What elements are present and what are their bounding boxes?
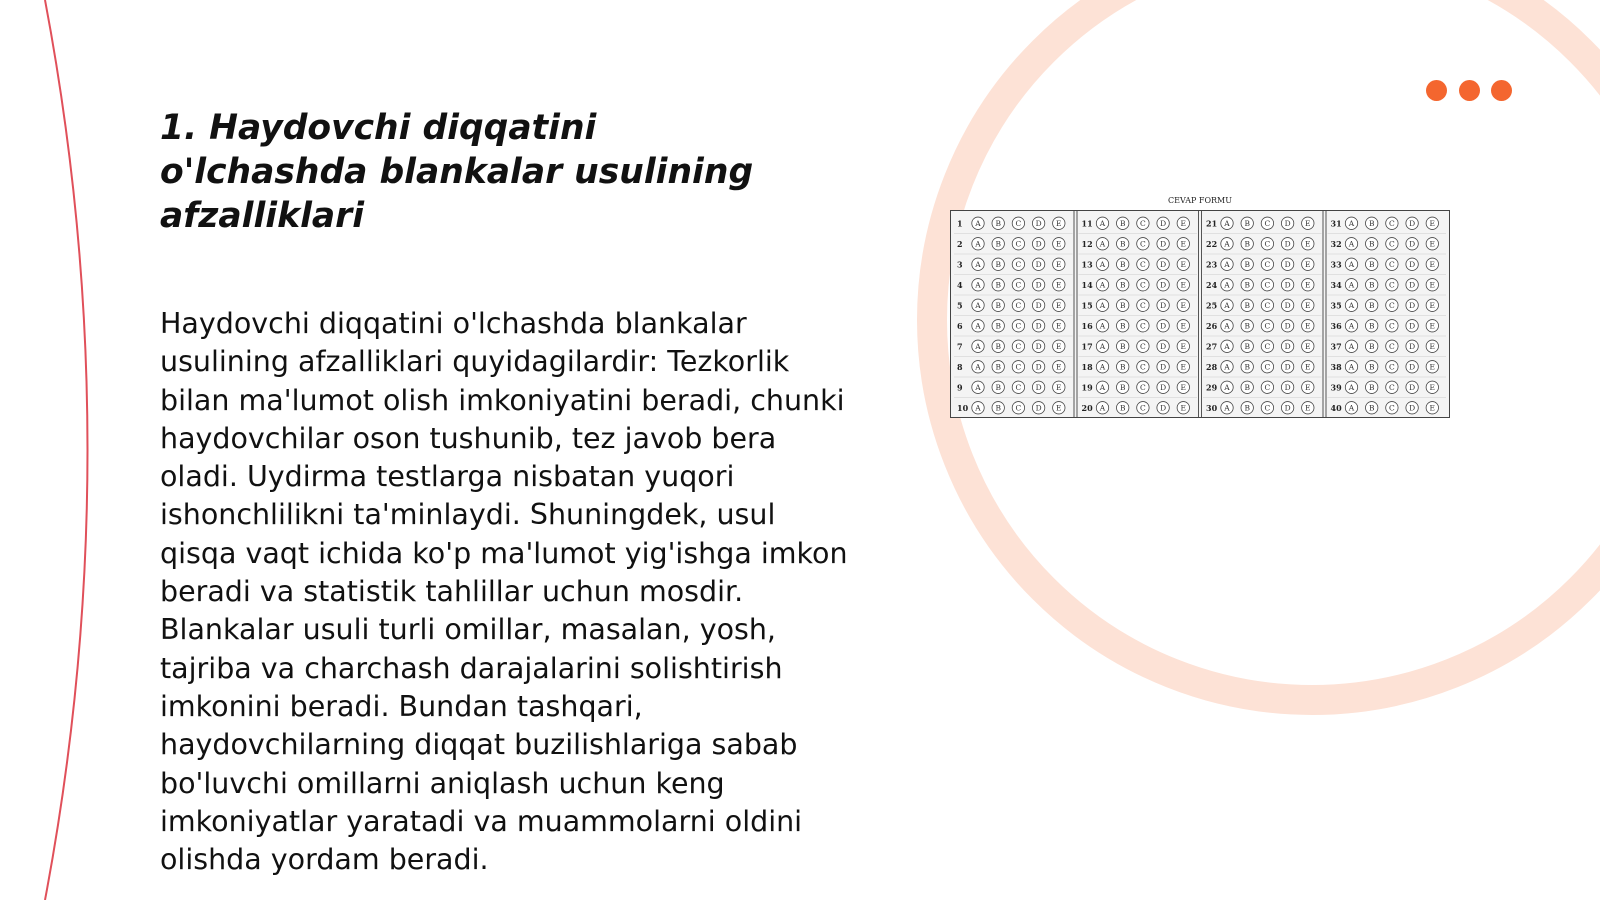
answer-option-label: A [1224,321,1230,331]
question-number: 10 [957,402,969,413]
answer-option-label: A [1224,260,1230,270]
question-number: 31 [1330,218,1342,229]
answer-option-label: E [1429,403,1436,413]
answer-option-label: A [1224,219,1230,229]
answer-option-label: A [1099,239,1106,249]
answer-option-label: D [1409,403,1416,413]
answer-option-label: A [1348,219,1355,229]
answer-option-label: E [1305,260,1311,270]
answer-option-label: C [1264,403,1271,413]
answer-option-label: B [1244,219,1250,229]
answer-option-label: C [1015,342,1022,352]
answer-option-label: C [1389,403,1395,413]
answer-option-label: A [1224,280,1230,290]
answer-option-label: E [1180,321,1187,331]
question-number: 30 [1206,402,1218,413]
answer-option-label: D [1160,383,1167,393]
answer-option-label: B [1119,362,1126,372]
answer-option-label: A [1348,239,1355,249]
question-number: 24 [1206,279,1218,290]
answer-option-label: A [1224,383,1230,393]
dot [1426,80,1447,101]
answer-option-label: C [1264,383,1271,393]
answer-option-label: E [1429,280,1436,290]
question-number: 14 [1081,279,1093,290]
answer-option-label: E [1056,362,1062,372]
answer-option-label: A [1099,321,1106,331]
answer-option-label: C [1015,321,1022,331]
answer-option-label: D [1160,403,1167,413]
answer-option-label: B [995,239,1001,249]
answer-option-label: A [975,383,981,393]
answer-option-label: D [1035,260,1042,270]
question-number: 20 [1081,402,1093,413]
answer-option-label: C [1015,403,1022,413]
answer-option-label: D [1409,280,1416,290]
answer-option-label: B [1244,362,1250,372]
answer-option-label: A [1348,260,1355,270]
answer-option-label: A [1099,280,1106,290]
answer-option-label: B [1368,301,1375,311]
answer-option-label: A [1099,342,1106,352]
answer-option-label: E [1180,280,1187,290]
answer-option-label: C [1389,342,1395,352]
question-number: 33 [1330,259,1342,270]
answer-option-label: B [1368,383,1375,393]
answer-option-label: E [1305,321,1311,331]
answer-option-label: D [1160,362,1167,372]
answer-option-label: C [1264,219,1271,229]
answer-option-label: A [1099,362,1106,372]
answer-option-label: E [1180,383,1187,393]
answer-option-label: E [1429,239,1436,249]
answer-option-label: E [1056,280,1062,290]
answer-option-label: D [1035,239,1042,249]
answer-option-label: C [1015,260,1022,270]
answer-option-label: D [1284,342,1291,352]
answer-option-label: A [1348,383,1355,393]
left-border-line [45,0,88,900]
answer-option-label: D [1160,342,1167,352]
question-number: 15 [1081,300,1093,311]
answer-option-label: B [1119,239,1126,249]
question-number: 22 [1206,238,1218,249]
question-number: 3 [957,259,963,270]
answer-option-label: A [1224,301,1230,311]
answer-option-label: D [1160,239,1167,249]
answer-option-label: D [1035,362,1042,372]
answer-option-label: B [1244,383,1250,393]
question-number: 12 [1081,238,1093,249]
answer-option-label: C [1389,219,1395,229]
answer-option-label: D [1160,219,1167,229]
answer-option-label: D [1284,219,1291,229]
answer-option-label: D [1409,301,1416,311]
answer-option-label: B [1368,321,1375,331]
answer-option-label: E [1429,383,1436,393]
answer-option-label: C [1389,280,1395,290]
answer-option-label: E [1056,321,1062,331]
answer-option-label: C [1389,383,1395,393]
answer-option-label: D [1409,383,1416,393]
answer-option-label: D [1284,301,1291,311]
answer-option-label: E [1305,403,1311,413]
question-number: 7 [957,341,963,352]
question-number: 2 [957,238,963,249]
question-number: 6 [957,320,963,331]
answer-option-label: A [975,239,981,249]
answer-option-label: B [1119,280,1126,290]
answer-option-label: B [1119,403,1126,413]
answer-option-label: B [1368,280,1375,290]
answer-option-label: E [1305,239,1311,249]
answer-option-label: C [1389,239,1395,249]
answer-option-label: E [1056,383,1062,393]
answer-option-label: B [1244,342,1250,352]
question-number: 8 [957,361,963,372]
answer-option-label: D [1284,321,1291,331]
answer-option-label: C [1389,260,1395,270]
answer-option-label: C [1140,403,1146,413]
answer-option-label: C [1140,280,1146,290]
answer-option-label: D [1284,383,1291,393]
answer-option-label: E [1429,219,1436,229]
answer-option-label: B [1368,260,1375,270]
answer-option-label: B [995,301,1001,311]
answer-option-label: D [1409,321,1416,331]
question-number: 21 [1206,218,1218,229]
answer-option-label: D [1284,239,1291,249]
answer-option-label: D [1409,342,1416,352]
answer-option-label: A [975,219,981,229]
question-number: 16 [1081,320,1093,331]
answer-option-label: B [1368,342,1375,352]
answer-form-image [950,196,1450,418]
answer-option-label: A [1348,403,1355,413]
answer-option-label: E [1056,219,1062,229]
answer-option-label: D [1284,260,1291,270]
answer-option-label: A [1348,301,1355,311]
answer-option-label: A [1224,403,1230,413]
answer-option-label: C [1140,383,1146,393]
answer-option-label: B [995,219,1001,229]
answer-option-label: E [1305,383,1311,393]
answer-option-label: E [1429,342,1436,352]
answer-option-label: B [1119,321,1126,331]
answer-option-label: E [1429,260,1436,270]
question-number: 29 [1206,382,1218,393]
question-number: 40 [1330,402,1342,413]
slide-title: 1. Haydovchi diqqatini o'lchashda blankalar usulining afzalliklari [160,108,754,236]
answer-option-label: C [1264,362,1271,372]
answer-option-label: D [1035,383,1042,393]
answer-option-label: A [975,301,981,311]
answer-option-label: B [1244,239,1250,249]
answer-option-label: D [1035,280,1042,290]
answer-option-label: E [1056,403,1062,413]
dot [1491,80,1512,101]
answer-option-label: E [1305,301,1311,311]
answer-option-label: C [1140,342,1146,352]
question-number: 5 [957,300,963,311]
answer-option-label: A [1224,362,1230,372]
answer-option-label: B [1244,403,1250,413]
answer-option-label: A [1099,260,1106,270]
answer-option-label: D [1160,260,1167,270]
question-number: 35 [1330,300,1342,311]
answer-option-label: A [975,280,981,290]
answer-option-label: B [995,403,1001,413]
answer-option-label: C [1140,321,1146,331]
answer-option-label: C [1140,362,1146,372]
answer-option-label: B [995,342,1001,352]
answer-option-label: D [1284,280,1291,290]
answer-option-label: C [1015,280,1022,290]
answer-option-label: E [1305,342,1311,352]
answer-option-label: D [1284,403,1291,413]
answer-option-label: E [1180,239,1187,249]
answer-option-label: B [1119,219,1126,229]
answer-option-label: D [1035,321,1042,331]
answer-option-label: D [1160,301,1167,311]
question-number: 32 [1330,238,1342,249]
answer-option-label: E [1056,301,1062,311]
answer-option-label: B [995,362,1001,372]
answer-form-caption: CEVAP FORMU [1168,196,1232,205]
dot [1459,80,1480,101]
answer-option-label: D [1409,239,1416,249]
answer-option-label: C [1140,301,1146,311]
answer-option-label: A [975,403,981,413]
answer-option-label: E [1180,301,1187,311]
answer-option-label: C [1140,219,1146,229]
answer-option-label: E [1056,342,1062,352]
question-number: 27 [1206,341,1218,352]
question-number: 18 [1081,361,1093,372]
answer-option-label: B [1244,321,1250,331]
answer-option-label: C [1015,219,1022,229]
question-number: 39 [1330,382,1342,393]
answer-option-label: E [1429,321,1436,331]
answer-option-label: C [1015,239,1022,249]
answer-option-label: E [1056,260,1062,270]
answer-option-label: C [1264,342,1271,352]
answer-option-label: A [1224,342,1230,352]
answer-option-label: C [1015,362,1022,372]
answer-option-label: E [1180,219,1187,229]
answer-option-label: A [1099,383,1106,393]
answer-option-label: B [995,321,1001,331]
question-number: 26 [1206,320,1218,331]
answer-option-label: B [995,280,1001,290]
answer-option-label: B [1119,383,1126,393]
answer-option-label: A [1099,301,1106,311]
answer-option-label: D [1035,403,1042,413]
answer-option-label: D [1409,362,1416,372]
answer-option-label: D [1035,219,1042,229]
answer-option-label: E [1180,260,1187,270]
answer-option-label: E [1305,362,1311,372]
answer-option-label: D [1035,342,1042,352]
answer-option-label: C [1389,301,1395,311]
answer-option-label: A [1348,321,1355,331]
question-number: 17 [1081,341,1093,352]
answer-option-label: C [1264,239,1271,249]
question-number: 38 [1330,361,1342,372]
answer-option-label: A [975,342,981,352]
question-number: 34 [1330,279,1342,290]
answer-option-label: C [1015,301,1022,311]
answer-option-label: C [1140,239,1146,249]
answer-option-label: A [975,260,981,270]
question-number: 4 [957,279,963,290]
answer-option-label: C [1264,321,1271,331]
three-dots-icon [1426,79,1512,101]
answer-option-label: E [1180,342,1187,352]
answer-option-label: B [1244,301,1250,311]
answer-option-label: C [1264,301,1271,311]
answer-option-label: D [1160,321,1167,331]
answer-option-label: E [1180,362,1187,372]
answer-option-label: D [1409,260,1416,270]
answer-option-label: D [1160,280,1167,290]
answer-option-label: B [1244,280,1250,290]
answer-option-label: C [1015,383,1022,393]
question-number: 13 [1081,259,1093,270]
question-number: 11 [1081,218,1093,229]
answer-option-label: A [975,321,981,331]
answer-option-label: C [1389,321,1395,331]
answer-option-label: E [1180,403,1187,413]
question-number: 1 [957,218,963,229]
question-number: 25 [1206,300,1218,311]
answer-option-label: D [1409,219,1416,229]
answer-form-svg [951,211,1449,417]
answer-option-label: B [1368,362,1375,372]
answer-option-label: A [1348,362,1355,372]
question-number: 9 [957,382,963,393]
slide-body-text: Haydovchi diqqatini o'lchashda blankalar usulining afzalliklari quyidagilardir: Tezkorlik bilan ma'lumot olish imkoniyatini beradi, chunki haydovchilar oson tushunib, tez javob bera oladi. Uydirma testlarga nisbatan yuqori ishonchlilikni ta'minlaydi. Shuningdek, usul qisqa vaqt ichida ko'p ma'lumot yig'ishga imkon beradi va statistik tahlillar uchun mosdir. Blankalar usuli turli omillar, masalan, yosh, tajriba va charchash darajalarini solishtirish imkonini beradi. Bundan tashqari, haydovchilarning diqqat buzilishlariga sabab bo'luvchi omillarni aniqlash uchun keng imkoniyatlar yaratadi va muammolarni oldini olishda yordam beradi. [160,307,848,877]
answer-option-label: B [1368,239,1375,249]
question-number: 36 [1330,320,1342,331]
answer-option-label: A [1099,219,1106,229]
question-number: 23 [1206,259,1218,270]
answer-option-label: E [1056,239,1062,249]
answer-option-label: B [995,260,1001,270]
question-number: 28 [1206,361,1218,372]
answer-option-label: A [1224,239,1230,249]
answer-option-label: B [1368,219,1375,229]
answer-option-label: B [1119,342,1126,352]
answer-option-label: D [1035,301,1042,311]
answer-option-label: C [1264,280,1271,290]
answer-option-label: B [1244,260,1250,270]
answer-option-label: B [995,383,1001,393]
question-number: 37 [1330,341,1342,352]
answer-option-label: E [1305,219,1311,229]
answer-option-label: D [1284,362,1291,372]
answer-option-label: C [1140,260,1146,270]
answer-option-label: A [1348,280,1355,290]
answer-option-label: E [1429,362,1436,372]
answer-option-label: E [1305,280,1311,290]
answer-form-grid [950,210,1450,418]
answer-option-label: C [1264,260,1271,270]
answer-option-label: A [1348,342,1355,352]
question-number: 19 [1081,382,1093,393]
answer-option-label: A [975,362,981,372]
answer-option-label: B [1119,301,1126,311]
answer-option-label: B [1368,403,1375,413]
answer-option-label: B [1119,260,1126,270]
answer-option-label: C [1389,362,1395,372]
answer-option-label: E [1429,301,1436,311]
answer-option-label: A [1099,403,1106,413]
